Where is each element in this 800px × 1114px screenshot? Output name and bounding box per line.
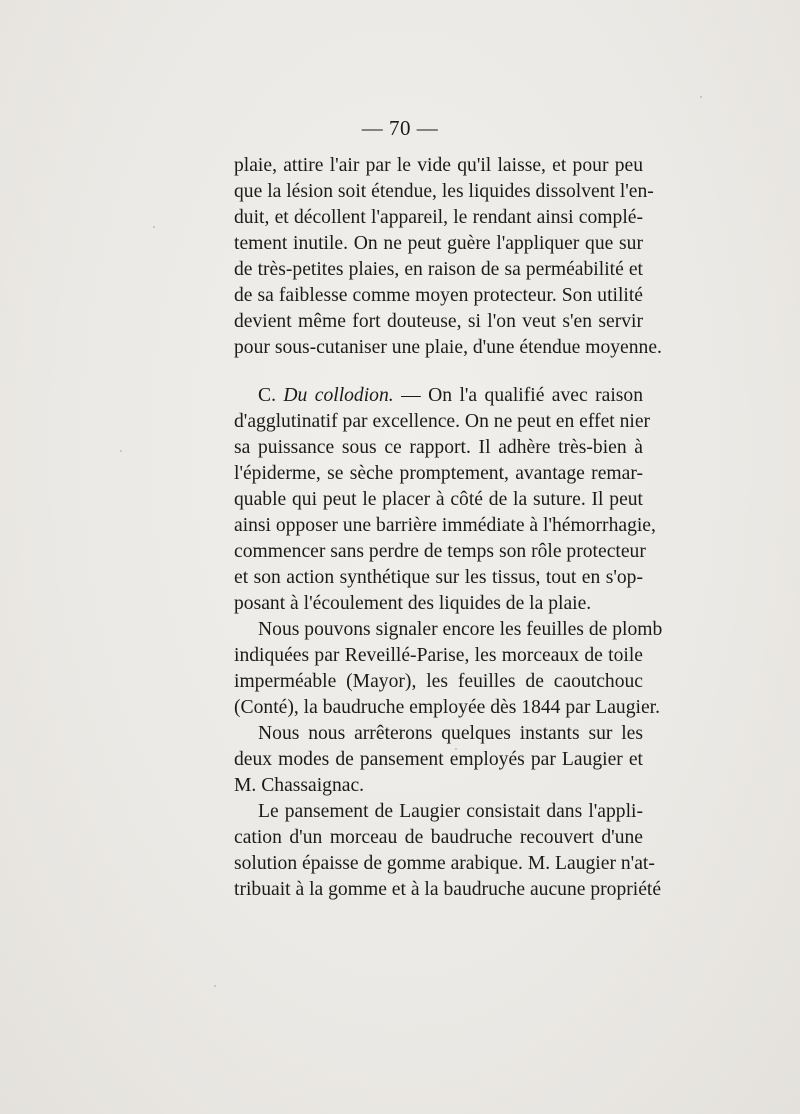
text-line: Nous pouvons signaler encore les feuilles de plomb — [258, 619, 663, 640]
text-line: que la lésion soit étendue, les liquides dissolvent l'en- — [234, 181, 654, 202]
text-line: Nous nous arrêterons quelques instants sur les — [258, 723, 643, 744]
paper-speck — [120, 450, 122, 452]
text-line: plaie, attire l'air par le vide qu'il laisse, et pour peu — [234, 155, 643, 176]
paragraph — [234, 153, 662, 361]
text-line: tement inutile. On ne peut guère l'appliquer que sur — [234, 233, 643, 254]
text-line: l'épiderme, se sèche promptement, avantage remar- — [234, 463, 643, 484]
text-line: deux modes de pansement employés par Laugier et — [234, 749, 643, 770]
text-line: de très-petites plaies, en raison de sa perméabilité et — [234, 259, 643, 280]
text-line: et son action synthétique sur les tissus, tout en s'op- — [234, 567, 643, 588]
paragraph-gap — [234, 361, 643, 383]
text-line: imperméable (Mayor), les feuilles de caoutchouc — [234, 671, 643, 692]
paragraph — [234, 721, 643, 799]
text-line: M. Chassaignac. — [234, 775, 365, 796]
text-line: Le pansement de Laugier consistait dans l'appli- — [258, 801, 643, 822]
section-letter: C. — [258, 385, 284, 406]
text-line: (Conté), la baudruche employée dès 1844 par Laugier. — [234, 697, 661, 718]
section-heading-line — [234, 383, 643, 409]
text-line: duit, et décollent l'appareil, le rendant ainsi complé- — [234, 207, 643, 228]
paragraph-collodion — [234, 383, 656, 617]
text-line: sa puissance sous ce rapport. Il adhère très-bien à — [234, 437, 643, 458]
text-line: devient même fort douteuse, si l'on veut s'en servir — [234, 311, 643, 332]
body-text — [234, 153, 663, 903]
paragraph — [234, 799, 662, 903]
section-title: Du collodion. — [283, 385, 394, 406]
text-line: ainsi opposer une barrière immédiate à l'hémorrhagie, — [234, 515, 656, 536]
text-line: pour sous-cutaniser une plaie, d'une étendue moyenne. — [234, 337, 662, 358]
paper-speck — [153, 226, 155, 228]
paragraph — [234, 617, 663, 721]
text-line: quable qui peut le placer à côté de la suture. Il peut — [234, 489, 643, 510]
text-line: cation d'un morceau de baudruche recouvert d'une — [234, 827, 643, 848]
text-run: — On l'a qualifié avec raison — [393, 385, 643, 406]
page-number: — 70 — — [361, 116, 439, 140]
text-line: d'agglutinatif par excellence. On ne peut en effet nier — [234, 411, 651, 432]
text-line: tribuait à la gomme et à la baudruche aucune propriété — [234, 879, 662, 900]
paper-speck — [214, 985, 216, 987]
text-line: commencer sans perdre de temps son rôle protecteur — [234, 541, 646, 562]
text-line: posant à l'écoulement des liquides de la plaie. — [234, 593, 592, 614]
text-line: indiquées par Reveillé-Parise, les morceaux de toile — [234, 645, 643, 666]
paper-speck — [700, 96, 702, 98]
text-line: de sa faiblesse comme moyen protecteur. Son utilité — [234, 285, 643, 306]
text-line: solution épaisse de gomme arabique. M. Laugier n'at- — [234, 853, 655, 874]
